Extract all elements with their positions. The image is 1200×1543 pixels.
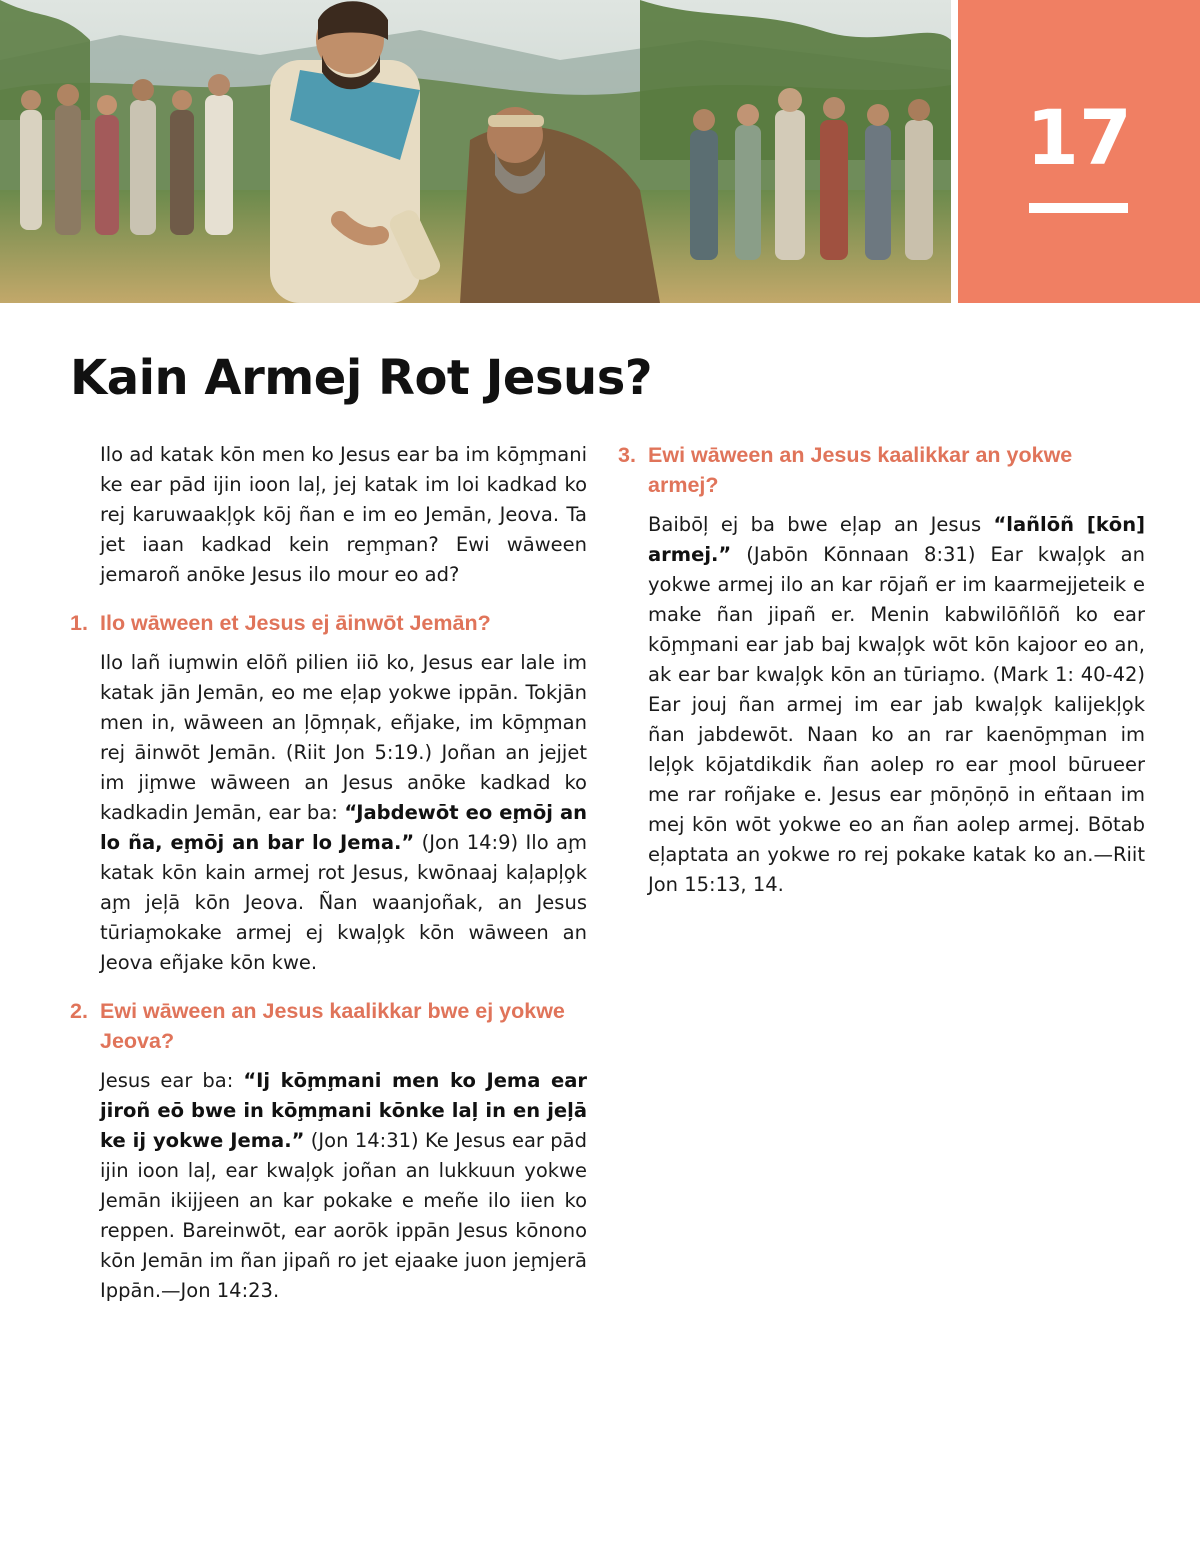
- question-text: Ewi wāween an Jesus kaalikkar bwe ej yokwe Jeova?: [100, 999, 565, 1053]
- body-text: (Jon 14:31) Ke Jesus ear pād ijin ioon laļ, ear kwaļo̧k joñan an lukkuun yokwe Jemān ikijjeen an kar pokake e meñe ilo iien ko reppen. Bareinwōt, ear aorōk ippān Jesus kōnono kōn Jemān im ñan jipañ ro jet ejaake juon jem̧jerā Ippān.—Jon 14:23.: [100, 1129, 587, 1302]
- body-text: Jesus ear ba:: [100, 1069, 234, 1092]
- chapter-number: 17: [1026, 93, 1132, 182]
- question-1-heading: [70, 608, 587, 638]
- question-2-heading: [70, 996, 587, 1056]
- left-column: [70, 440, 587, 1306]
- page-title: Kain Armej Rot Jesus?: [70, 350, 653, 406]
- scripture-quote: “lañlōñ [kōn] armej.”: [648, 513, 1145, 566]
- question-text: Ewi wāween an Jesus kaalikkar an yokwe armej?: [648, 443, 1073, 497]
- chapter-badge: [958, 0, 1200, 303]
- question-text: Ilo wāween et Jesus ej āinwōt Jemān?: [100, 611, 491, 635]
- body-text: (Jabōn Kōnnaan 8:31) Ear kwaļo̧k an yokwe armej ilo an kar rōjañ er im kaarmejjeteik e make ñan jipañ er. Menin kabwilōñlōñ ko ear kōm̧m̧ani ear jab baj kwaļo̧k wōt kōn kajoor eo an, ak ear bar kwaļo̧k kōn an tūriam̧o. (Mark 1: 40-42) Ear jouj ñan armej im ear jab kwaļo̧k kalijekļo̧k ñan jabdewōt. Naan ko an rar kaenōm̧m̧an im leļo̧k kōjatdikdik ñan aolep ro ear m̧ool būrueer me rar roñjake e. Jesus ear m̧ōņōņō in eñtaan im mej kōn wōt yokwe eo an ñan aolep armej. Bōtab eļaptata an yokwe ro rej pokake katak ko an.—Riit Jon 15:13, 14.: [648, 543, 1145, 896]
- question-2-body-start: [70, 1066, 587, 1306]
- body-text: Baibōļ ej ba bwe eļap an Jesus: [648, 513, 982, 536]
- header-illustration: [0, 0, 951, 303]
- question-3-body: [618, 510, 1145, 900]
- question-3-heading: [618, 440, 1145, 500]
- scripture-quote: “Ij kōm̧m̧ani men ko Jema ear jiroñ eō bwe in kōm̧m̧ani kōnke laļ in en jeļā ke ij yokwe Jema.”: [100, 1069, 587, 1152]
- scene-image: [0, 0, 951, 303]
- intro-paragraph: Ilo ad katak kōn men ko Jesus ear ba im kōm̧m̧ani ke ear pād ijin ioon laļ, jej katak im loi kadkad ko rej karuwaakļo̧k kōj ñan e im eo Jemān, Jeova. Ta jet iaan kadkad kein rem̧m̧an? Ewi wāween jemaroñ anōke Jesus ilo mour eo ad?: [100, 443, 587, 586]
- question-number: 3.: [618, 443, 636, 467]
- body-text: (Jon 14:9) Ilo am̧ katak kōn kain armej rot Jesus, kwōnaaj kaļapļo̧k am̧ jeļā kōn Jeova. Ñan waanjoñak, an Jesus tūriam̧okake armej ej kwaļo̧k kōn wāween an Jeova eñjake kōn kwe.: [100, 831, 587, 974]
- question-number: 2.: [70, 999, 88, 1023]
- question-number: 1.: [70, 611, 88, 635]
- scripture-quote: “Jabdewōt eo em̧ōj an lo ña, em̧ōj an bar lo Jema.”: [100, 801, 587, 854]
- chapter-underline: [1029, 203, 1128, 213]
- body-text: Ilo lañ ium̧win elōñ pilien iiō ko, Jesus ear lale im katak jān Jemān, eo me eļap yokwe ippān. Tokjān men in, wāween an ļōm̧ņak, eñjake, im kōm̧m̧an rej āinwōt Jemān. (Riit Jon 5:19.) Joñan an jejjet im jim̧we wāween an Jesus anōke kadkad ko kadkadin Jemān, ear ba:: [100, 651, 587, 824]
- right-column: [618, 440, 1145, 900]
- question-1-body: [70, 648, 587, 978]
